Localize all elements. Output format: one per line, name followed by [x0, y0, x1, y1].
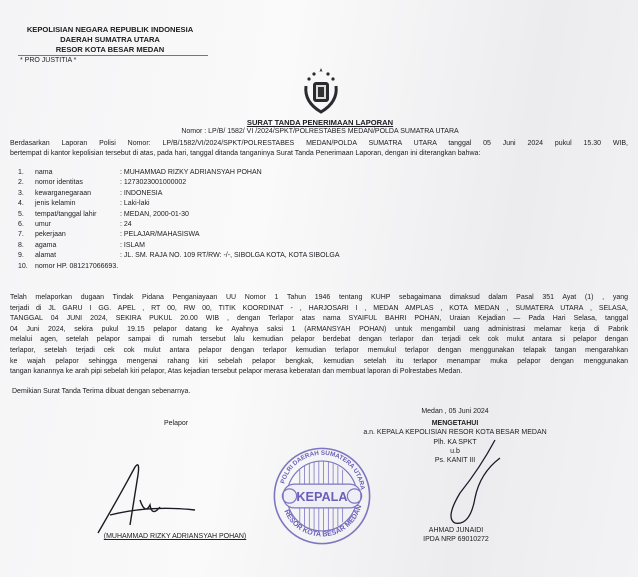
- field-value: : MUHAMMAD RIZKY ADRIANSYAH POHAN: [120, 169, 262, 176]
- pelapor-signature: [90, 455, 200, 540]
- field-label: kewarganegaraan: [35, 189, 92, 197]
- stamp-ring-bottom: RESOR KOTA BESAR MEDAN: [282, 503, 364, 539]
- field-number: 6.: [18, 221, 24, 228]
- an-line: a.n. KEPALA KEPOLISIAN RESOR KOTA BESAR MEDAN: [363, 429, 547, 436]
- field-label: tempat/tanggal lahir: [35, 210, 97, 218]
- pelapor-name: (MUHAMMAD RIZKY ADRIANSYAH POHAN): [103, 533, 247, 540]
- field-value: : 1273023001000002: [120, 179, 187, 187]
- field-number: 8.: [18, 241, 24, 249]
- field-label: pekerjaan: [35, 231, 66, 239]
- report-line: ke wajah pelapor sehingga mengenai rahang kiri sebelah pelapor bengkak, kemudian setelah itu terlapor menampar muka pelapor dengan menggunakan: [10, 357, 628, 365]
- official-stamp: [272, 446, 372, 546]
- pelapor-label: Pelapor: [164, 420, 189, 427]
- field-value: : JL. SM. RAJA NO. 109 RT/RW: -/-, SIBOLGA KOTA, KOTA SIBOLGA: [120, 252, 340, 260]
- header-divider: [18, 55, 208, 56]
- stamp-center-text: KEPALA: [296, 489, 348, 504]
- plh-line: Plh. KA SPKT: [433, 439, 477, 446]
- header-line-2: DAERAH SUMATRA UTARA: [60, 35, 160, 44]
- intro-line: Berdasarkan Laporan Polisi Nomor: LP/B/1582/VI/2024/SPKT/POLRESTABES MEDAN/POLDA SUMATRA UTARA tanggal 05 Juni 2024 pukul 15.30 WIB,: [10, 140, 628, 147]
- field-number: 3.: [18, 189, 24, 197]
- field-value: : 24: [120, 221, 132, 228]
- report-line: terlapor, setelah terjadi cek cok mulut antara pelapor dengan terlapor kemudian terlapor memukul terlapor dengan menggunakan telapak tangan mengarahkan: [10, 347, 628, 354]
- field-number: 5.: [18, 210, 24, 218]
- field-number: 1.: [18, 169, 24, 176]
- field-number: 9.: [18, 252, 24, 260]
- officer-nrp: IPDA NRP 69010272: [423, 536, 489, 543]
- field-label: nomor HP. 081217066693.: [35, 262, 119, 270]
- pro-justitia: * PRO JUSTITIA *: [20, 57, 77, 64]
- field-number: 2.: [18, 179, 24, 187]
- header-line-1: KEPOLISIAN NEGARA REPUBLIK INDONESIA: [26, 25, 194, 34]
- police-emblem-icon: [300, 66, 342, 114]
- header-line-3: RESOR KOTA BESAR MEDAN: [55, 45, 165, 54]
- field-label: nama: [35, 169, 53, 176]
- field-label: umur: [35, 221, 51, 228]
- report-line: terjadi di JL GARU I GG. APEL , RT 00, RW 00, TITIK KOORDINAT - , HARJOSARI I , MEDAN AMPLAS , KOTA MEDAN , SUMATERA UTARA , SELASA,: [10, 304, 628, 312]
- ps-line: Ps. KANIT III: [434, 457, 476, 464]
- field-number: 10.: [18, 262, 28, 270]
- closing-text: Demikian Surat Tanda Terima dibuat dengan sebenarnya.: [12, 388, 191, 395]
- field-number: 7.: [18, 231, 24, 239]
- field-value: : PELAJAR/MAHASISWA: [120, 231, 200, 239]
- field-value: : ISLAM: [120, 241, 145, 249]
- field-number: 4.: [18, 200, 24, 208]
- field-label: jenis kelamin: [35, 200, 76, 208]
- document-title: SURAT TANDA PENERIMAAN LAPORAN: [246, 118, 394, 127]
- report-line: TANGGAL 04 JUNI 2024, SEKIRA PUKUL 20.00 WIB , dengan Terlapor atas nama SYAIFUL BAHRI POHAN, Uraian Kejadian — Pada Hari Selasa, tanggal: [10, 315, 628, 323]
- report-line: Telah melaporkan dugaan Tindak Pidana Penganiayaan UU Nomor 1 Tahun 1946 tentang KUHP sebagaimana dimaksud dalam Pasal 351 Ayat (1) , yang: [10, 294, 628, 301]
- stamp-ring-top: POLRI DAERAH SUMATERA UTARA: [279, 449, 366, 491]
- field-value: : INDONESIA: [120, 189, 163, 197]
- field-value: : MEDAN, 2000-01-30: [120, 210, 189, 218]
- document-number: Nomor : LP/B/ 1582/ VI /2024/SPKT/POLRESTABES MEDAN/POLDA SUMATRA UTARA: [181, 128, 459, 135]
- report-line: melalui agen, setelah pelapor sampai di rumah tersebut lalu kemudian pelapor berdebat dengan terlapor dan terjadi cek cok mulut antara si pelapor dengan: [10, 336, 628, 344]
- mengetahui: MENGETAHUI: [431, 420, 479, 427]
- field-label: agama: [35, 241, 57, 249]
- field-value: : Laki-laki: [120, 200, 150, 208]
- officer-signature: [440, 438, 510, 528]
- field-label: alamat: [35, 252, 57, 260]
- ub-line: u.b: [450, 448, 460, 455]
- report-line: tangan kanannya ke arah pipi sebelah kiri pelapor, Atas kejadian tersebut pelapor merasa keberatan dan membuat laporan di Polrestabes Medan.: [10, 368, 463, 376]
- officer-name: AHMAD JUNAIDI: [428, 527, 484, 534]
- place-date: Medan , 05 Juni 2024: [421, 408, 489, 415]
- field-label: nomor identitas: [35, 179, 83, 187]
- report-line: 04 Juni 2024, sekira pukul 19.15 pelapor datang ke Ayahnya saksi 1 (ARMANSYAH POHAN) untuk mengambil uang administrasi melamar kerja di Pabrik: [10, 325, 628, 333]
- intro-line: bertempat di kantor kepolisian tersebut di atas, pada hari, tanggal ditanda tanganinya Surat Tanda Penerimaan Laporan, dengan ini diterangkan bahwa:: [10, 150, 481, 157]
